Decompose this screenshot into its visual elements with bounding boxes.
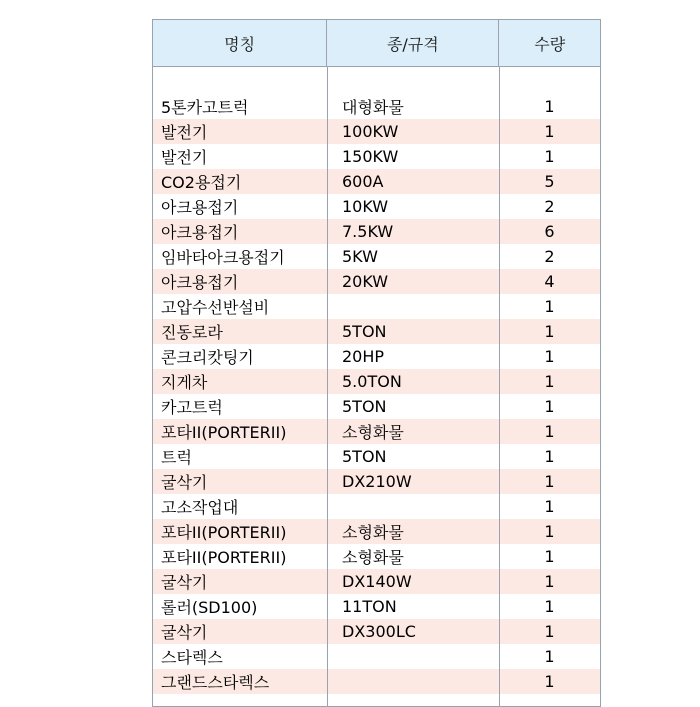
equipment-table	[152, 19, 601, 707]
cell-spec: 5.0TON	[342, 372, 402, 391]
table-row	[153, 544, 600, 569]
cell-spec: DX300LC	[342, 622, 416, 641]
cell-spec: 5KW	[342, 247, 378, 266]
cell-name: 지게차	[161, 373, 208, 392]
cell-qty: 2	[544, 197, 555, 216]
cell-qty: 1	[544, 622, 555, 641]
table-row	[153, 369, 600, 394]
cell-qty: 1	[544, 447, 555, 466]
cell-name: 굴삭기	[161, 473, 208, 492]
cell-qty: 1	[544, 372, 555, 391]
cell-spec: 150KW	[342, 147, 399, 166]
cell-name: 진동로라	[161, 323, 223, 342]
table-row	[153, 94, 600, 119]
table-row	[153, 169, 600, 194]
table-row	[153, 619, 600, 644]
table-row	[153, 394, 600, 419]
cell-qty: 1	[544, 322, 555, 341]
cell-spec: 100KW	[342, 122, 399, 141]
cell-name: 트럭	[161, 448, 192, 467]
cell-qty: 1	[544, 472, 555, 491]
cell-name: 포타II(PORTERII)	[161, 423, 287, 442]
table-row	[153, 569, 600, 594]
cell-qty: 1	[544, 572, 555, 591]
table-row	[153, 269, 600, 294]
cell-name: 아크용접기	[161, 273, 239, 292]
table-row	[153, 519, 600, 544]
cell-spec: 600A	[342, 172, 384, 191]
cell-name: 5톤카고트럭	[161, 98, 249, 117]
cell-spec	[327, 644, 499, 669]
cell-qty: 1	[544, 297, 555, 316]
cell-name: 스타렉스	[161, 648, 223, 667]
table-row	[153, 344, 600, 369]
table-row	[153, 244, 600, 269]
cell-name: 발전기	[161, 148, 208, 167]
cell-spec: 20KW	[342, 272, 389, 291]
cell-spec: 대형화물	[342, 98, 404, 117]
cell-spec	[327, 494, 499, 519]
table-header	[153, 20, 600, 67]
cell-name: 고소작업대	[161, 498, 239, 517]
cell-name: 아크용접기	[161, 223, 239, 242]
cell-qty: 1	[544, 147, 555, 166]
cell-qty: 1	[544, 597, 555, 616]
cell-qty: 1	[544, 497, 555, 516]
cell-qty: 1	[544, 122, 555, 141]
cell-name: 롤러(SD100)	[161, 598, 258, 617]
table-row	[153, 194, 600, 219]
column-divider	[327, 67, 328, 706]
table-row	[153, 644, 600, 669]
column-divider	[499, 67, 500, 706]
cell-name: 굴삭기	[161, 573, 208, 592]
cell-name: 콘크리캇팅기	[161, 348, 254, 367]
cell-name: 임바타아크용접기	[161, 248, 285, 267]
cell-spec: DX210W	[342, 472, 412, 491]
cell-name: 그랜드스타렉스	[161, 673, 270, 692]
cell-qty: 2	[544, 247, 555, 266]
cell-spec: 11TON	[342, 597, 397, 616]
header-qty: 수량	[534, 34, 566, 54]
cell-spec: 5TON	[342, 397, 387, 416]
table-row	[153, 144, 600, 169]
table-row	[153, 594, 600, 619]
cell-qty: 1	[544, 422, 555, 441]
cell-spec: 소형화물	[342, 523, 404, 542]
cell-qty: 1	[544, 547, 555, 566]
table-row	[153, 494, 600, 519]
table-row	[153, 419, 600, 444]
table-body	[153, 67, 600, 706]
cell-name: 굴삭기	[161, 623, 208, 642]
cell-qty: 4	[544, 272, 555, 291]
cell-name: 포타II(PORTERII)	[161, 523, 287, 542]
table-row	[153, 294, 600, 319]
cell-name: 발전기	[161, 123, 208, 142]
cell-name: 카고트럭	[161, 398, 223, 417]
cell-spec	[327, 294, 499, 319]
cell-name: 아크용접기	[161, 198, 239, 217]
cell-spec: 20HP	[342, 347, 385, 366]
table-row	[153, 469, 600, 494]
cell-qty: 1	[544, 672, 555, 691]
cell-spec: DX140W	[342, 572, 412, 591]
cell-qty: 6	[544, 222, 555, 241]
cell-name: 고압수선반설비	[161, 298, 270, 317]
cell-qty: 1	[544, 522, 555, 541]
header-spec: 종/규격	[327, 20, 499, 66]
cell-qty: 1	[544, 647, 555, 666]
cell-spec: 소형화물	[342, 548, 404, 567]
table-row	[153, 319, 600, 344]
cell-name: 포타II(PORTERII)	[161, 548, 287, 567]
table-row	[153, 444, 600, 469]
table-row	[153, 669, 600, 694]
cell-spec: 5TON	[342, 447, 387, 466]
table-row	[153, 119, 600, 144]
cell-qty: 1	[544, 397, 555, 416]
cell-name: CO2용접기	[161, 173, 242, 192]
cell-qty: 5	[544, 172, 555, 191]
table-row	[153, 219, 600, 244]
cell-qty: 1	[544, 97, 555, 116]
header-name: 명칭	[153, 20, 327, 66]
cell-qty: 1	[544, 347, 555, 366]
cell-spec: 5TON	[342, 322, 387, 341]
cell-spec: 7.5KW	[342, 222, 394, 241]
cell-spec: 소형화물	[342, 423, 404, 442]
cell-spec	[327, 669, 499, 694]
cell-spec: 10KW	[342, 197, 389, 216]
